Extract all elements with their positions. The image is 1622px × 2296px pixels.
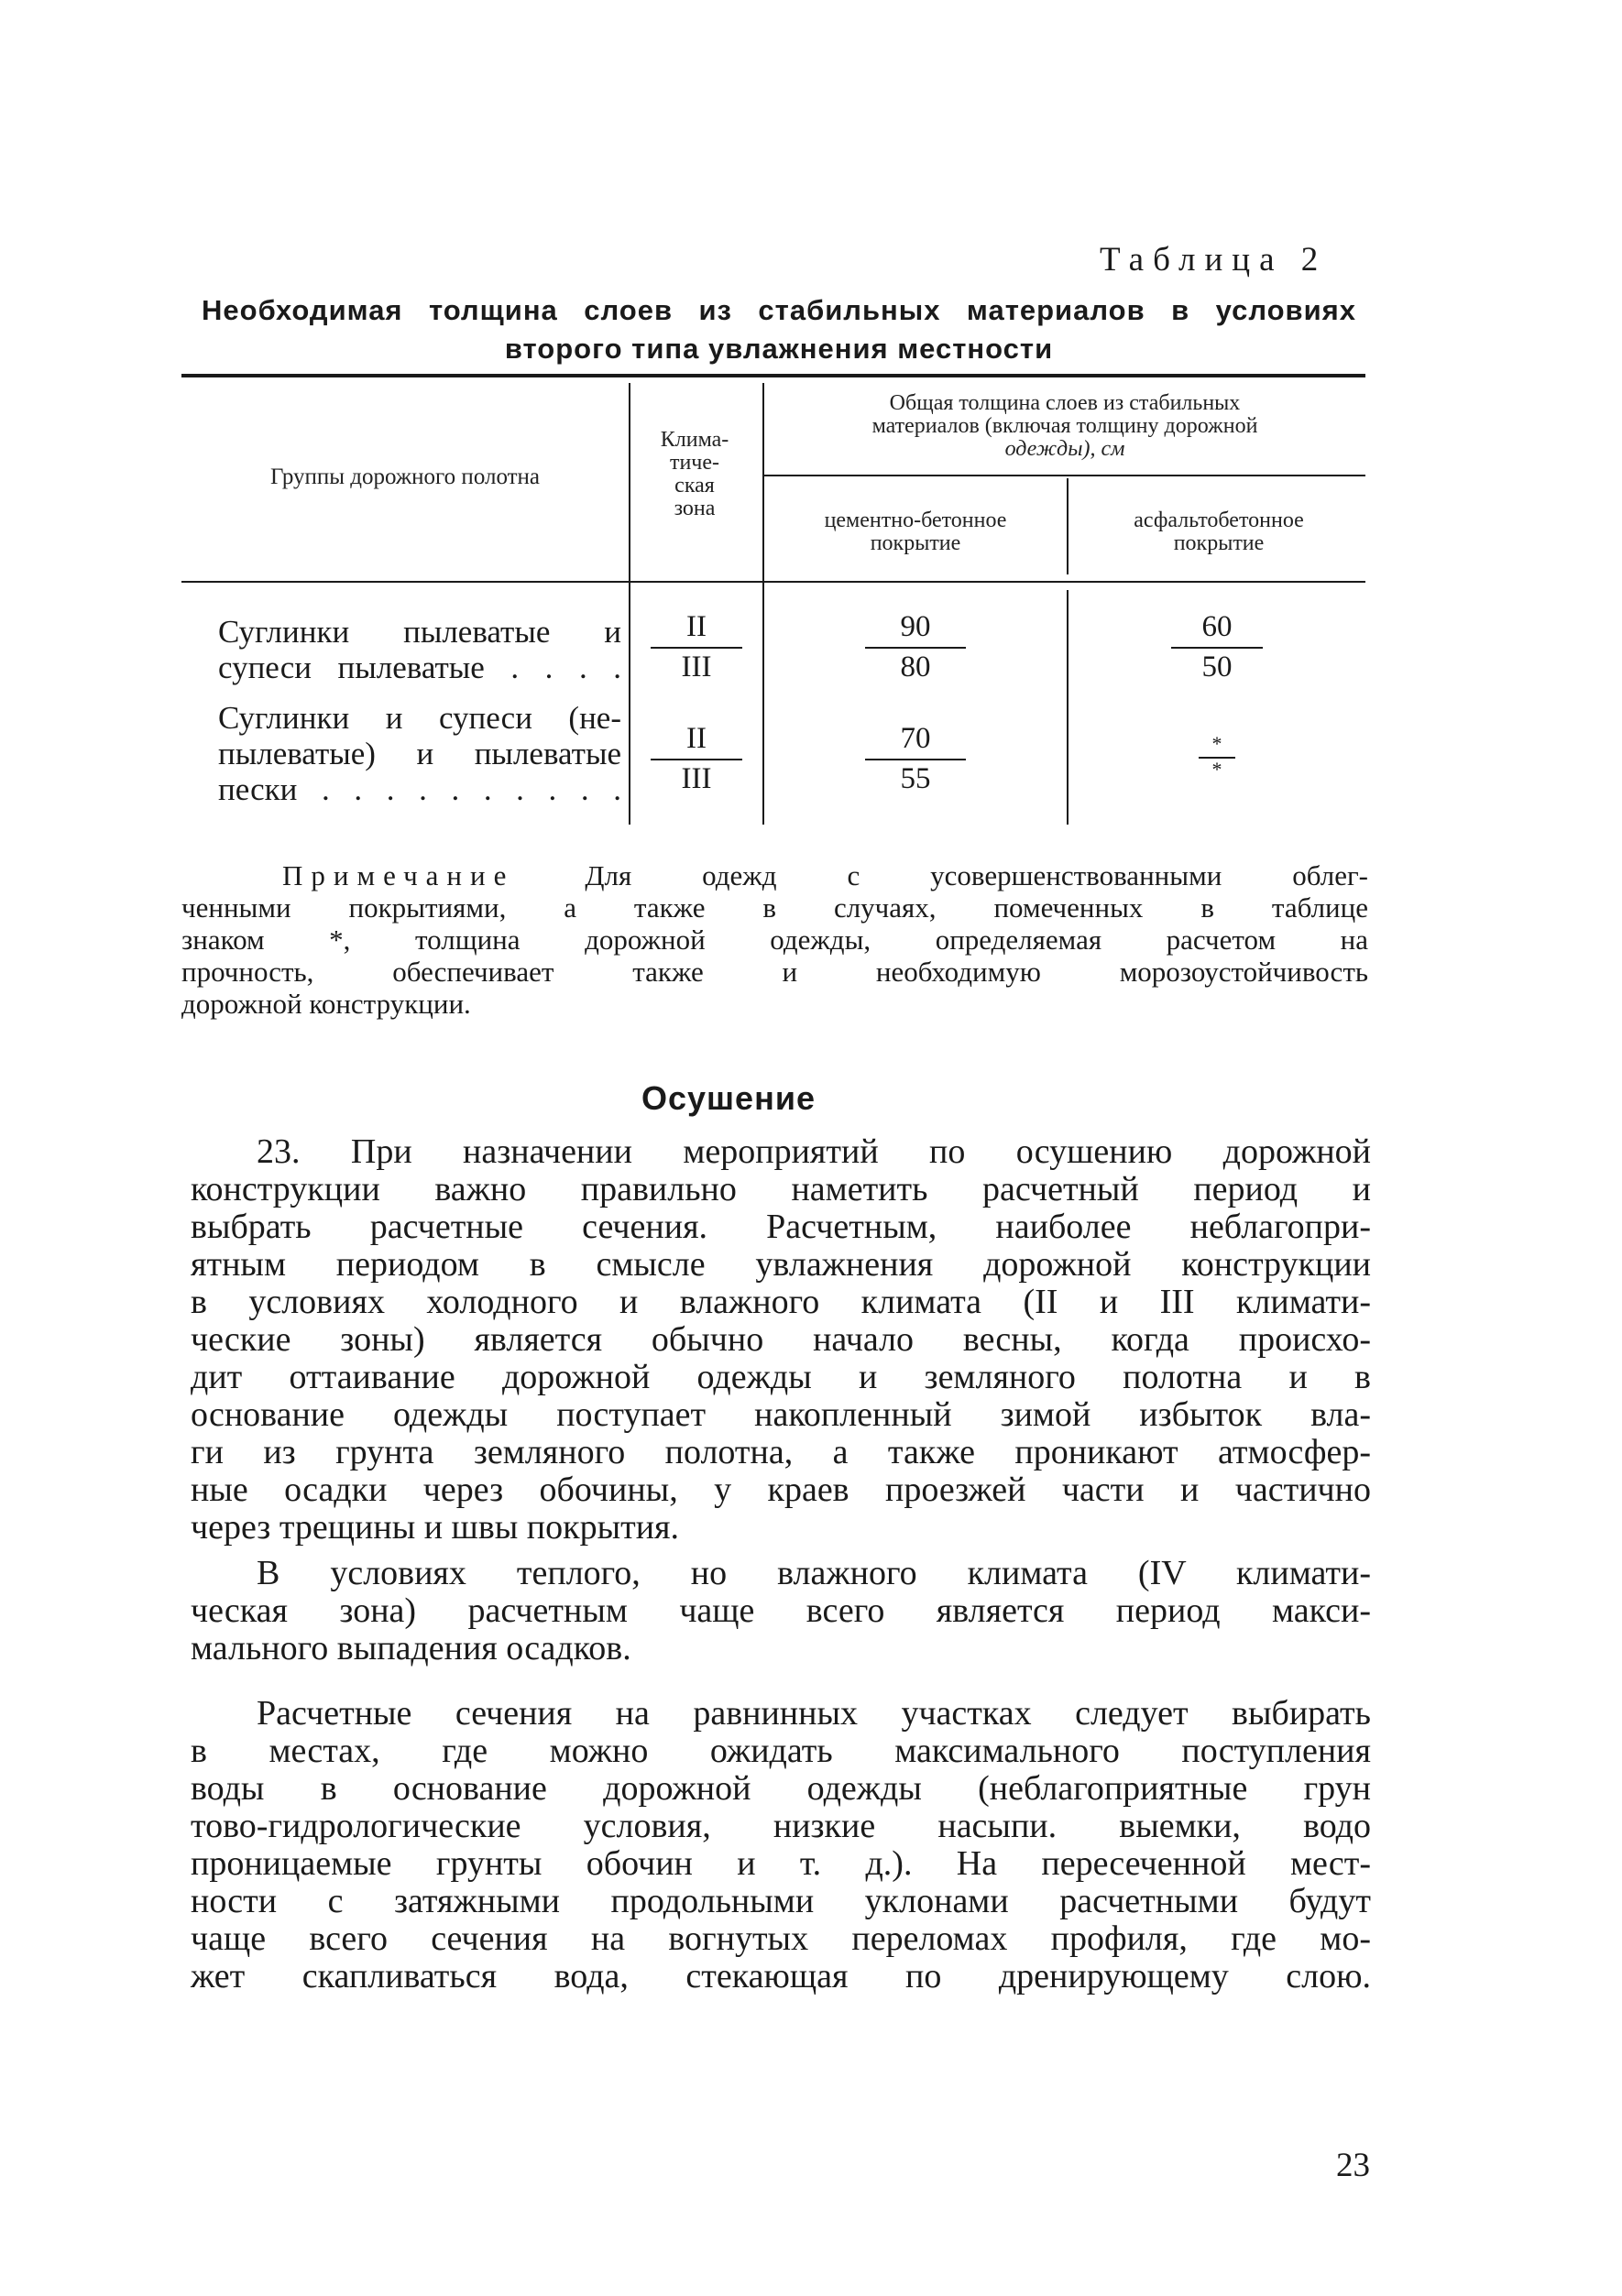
note-line: ченными покрытиями, а также в случаях, помеченных в таблице [181, 891, 1368, 924]
section-title: Осушение [641, 1079, 816, 1117]
paragraph-line: ческие зоны) является обычно начало весны, когда происхо- [191, 1320, 1371, 1359]
paragraph-climate-iv [191, 1555, 1371, 1667]
note-head: Примечание [282, 859, 515, 891]
header-soil-group: Группы дорожного полотна [269, 465, 541, 489]
paragraph-line: ные осадки через обочины, у краев проезжей части и частично [191, 1471, 1371, 1509]
header-total-thickness-line: Общая толщина слоев из стабильных [889, 391, 1241, 415]
row-2-cement-top: 70 [900, 722, 931, 755]
paragraph-line: чаще всего сечения на вогнутых переломах профиля, где мо- [191, 1919, 1371, 1958]
paragraph-line: ги из грунта земляного полотна, а также проникают атмосфер- [191, 1433, 1371, 1471]
row-1-asphalt-bottom: 50 [1201, 651, 1233, 683]
paragraph-line: тово-гидрологические условия, низкие насыпи. выемки, водо [191, 1807, 1371, 1845]
paragraph-line: ятным периодом в смысле увлажнения дорожной конструкции [191, 1245, 1371, 1284]
row-label-line: Суглинки и супеси (не- [218, 700, 621, 736]
header-total-thickness-line: одежды), см [1004, 437, 1125, 461]
paragraph-line: в условиях холодного и влажного климата (II и III климати- [191, 1283, 1371, 1321]
row-2-asphalt-top: * [1211, 732, 1222, 755]
paragraph-design-sections [191, 1695, 1371, 1995]
row-2-zone-top: II [686, 722, 707, 755]
row-2-cement-bottom: 55 [900, 762, 931, 795]
paragraph-line: 23. При назначении мероприятий по осушению дорожной [257, 1132, 1371, 1171]
row-1-cement-top: 90 [900, 610, 931, 643]
row-1-zone-top: II [686, 610, 707, 643]
table-subheader-rule [764, 475, 1365, 476]
table-caption-line-2: второго типа увлажнения местности [504, 333, 1054, 365]
header-climate-zone-line: ская [674, 474, 715, 497]
paragraph-line: воды в основание дорожной одежды (неблагоприятные грун [191, 1769, 1371, 1808]
header-climate-zone-line: тиче- [669, 451, 720, 475]
row-1-zone-bottom: III [681, 651, 712, 683]
note-line: дорожной конструкции. [181, 988, 471, 1020]
row-label-line: пылеватые) и пылеватые [218, 736, 621, 771]
table-row-2-label [218, 700, 621, 807]
paragraph-line: Расчетные сечения на равнинных участках следует выбирать [257, 1694, 1371, 1733]
header-asphalt-line: асфальтобетонное [1134, 508, 1304, 532]
note-line: знаком *, толщина дорожной одежды, определяемая расчетом на [181, 924, 1368, 956]
table-row-1-label [218, 614, 621, 685]
thickness-table [181, 374, 1365, 832]
row-label-line: супеси пылеватые . . . . [218, 650, 621, 685]
header-cement-line: цементно-бетонное [824, 508, 1007, 532]
paragraph-line: В условиях теплого, но влажного климата (IV климати- [257, 1554, 1371, 1592]
table-caption-line-1: Необходимая толщина слоев из стабильных материалов в условиях [202, 294, 1356, 326]
paragraph-line: выбрать расчетные сечения. Расчетным, наиболее неблагопри- [191, 1208, 1371, 1246]
paragraph-line: ности с затяжными продольными уклонами расчетными будут [191, 1882, 1371, 1920]
note-line: прочность, обеспечивает также и необходимую морозоустойчивость [181, 956, 1368, 988]
row-label-line: пески . . . . . . . . . . [218, 771, 621, 807]
table-col-divider-3 [1067, 478, 1069, 574]
note-line-1 [282, 859, 1368, 891]
paragraph-line: проницаемые грунты обочин и т. д.). На пересеченной мест- [191, 1844, 1371, 1883]
header-cement-line: покрытие [870, 531, 961, 555]
header-total-thickness [764, 392, 1365, 461]
paragraph-line: дит оттаивание дорожной одежды и земляного полотна и в [191, 1358, 1371, 1396]
header-climate-zone-line: Клима- [660, 428, 729, 452]
paragraph-line: жет скапливаться вода, стекающая по дренирующему слою. [191, 1957, 1371, 1995]
header-asphalt-line: покрытие [1173, 531, 1265, 555]
table-caption [202, 291, 1356, 368]
note-line-1-text: Для одежд с усовершенствованными облег- [585, 859, 1368, 891]
row-label-line: Суглинки пылеватые и [218, 614, 621, 650]
table-label: Таблица 2 [1100, 241, 1328, 279]
header-asphalt-concrete [1072, 509, 1365, 555]
row-1-cement-bottom: 80 [900, 651, 931, 683]
paragraph-line: мального выпадения осадков. [191, 1629, 631, 1667]
header-cement-concrete [764, 509, 1067, 555]
paragraph-line: через трещины и швы покрытия. [191, 1508, 680, 1547]
header-climate-zone [630, 429, 759, 520]
row-2-asphalt-bottom: * [1211, 758, 1222, 781]
row-2-zone-bottom: III [681, 762, 712, 795]
paragraph-line: основание одежды поступает накопленный зимой избыток вла- [191, 1395, 1371, 1434]
header-climate-zone-line: зона [674, 497, 716, 520]
paragraph-line: ческая зона) расчетным чаще всего является период макси- [191, 1591, 1371, 1630]
paragraph-line: в местах, где можно ожидать максимального поступления [191, 1732, 1371, 1770]
header-total-thickness-line: материалов (включая толщину дорожной [871, 414, 1258, 438]
row-1-asphalt-top: 60 [1201, 610, 1233, 643]
paragraph-line: конструкции важно правильно наметить расчетный период и [191, 1170, 1371, 1208]
table-top-rule [181, 374, 1365, 377]
paragraph-23 [191, 1133, 1371, 1547]
page-number: 23 [1336, 2147, 1370, 2184]
table-note [181, 859, 1368, 1020]
table-header-bottom-rule [181, 581, 1365, 583]
